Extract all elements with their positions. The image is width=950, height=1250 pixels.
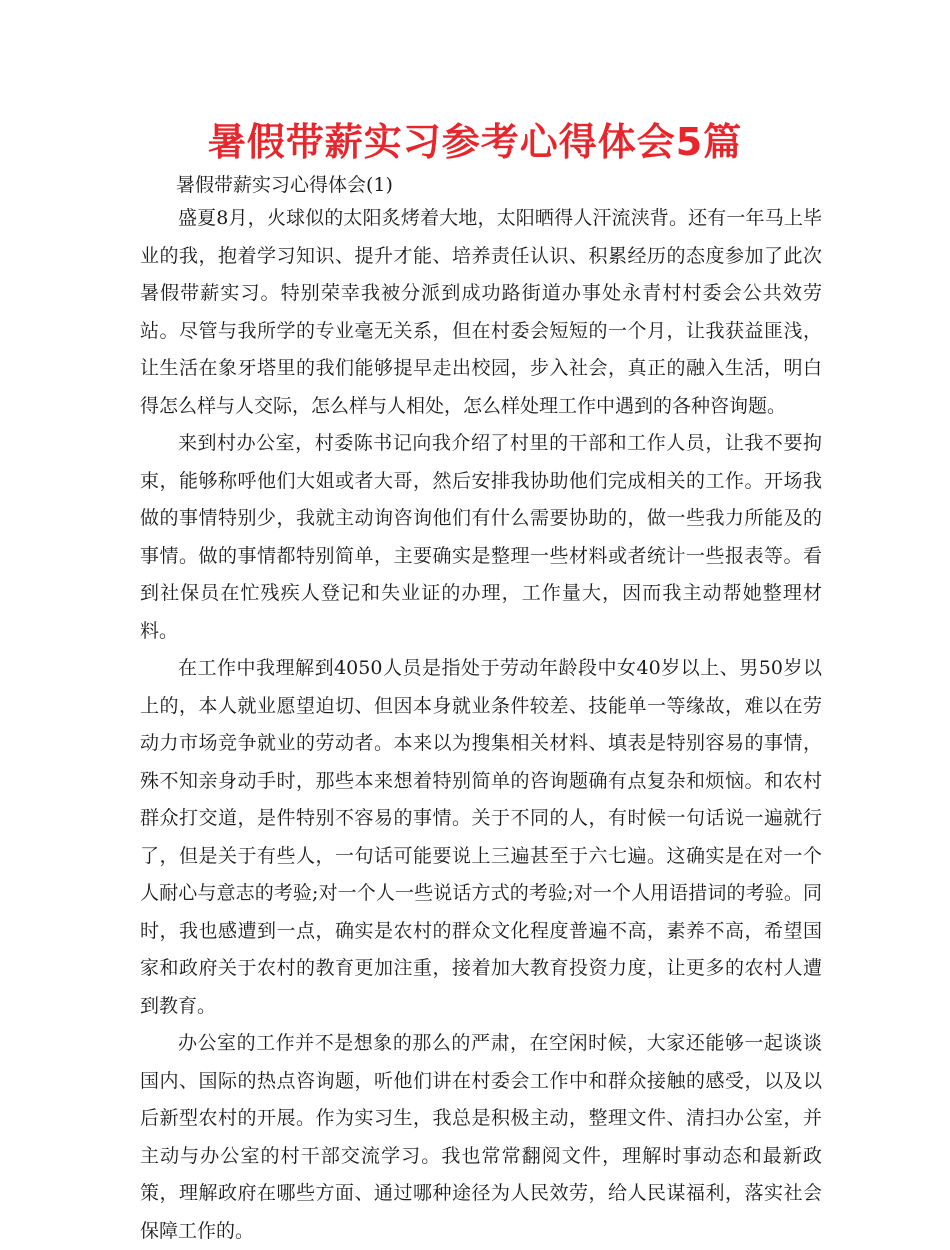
body-paragraph-2: 来到村办公室，村委陈书记向我介绍了村里的干部和工作人员，让我不要拘束，能够称呼他们大姐或者大哥，然后安排我协助他们完成相关的工作。开场我做的事情特别少，我就主动询咨询他们有什么需要协助的，做一些我力所能及的事情。做的事情都特别简单，主要确实是整理一些材料或者统计一些报表等。看到社保员在忙残疾人登记和失业证的办理，工作量大，因而我主动帮她整理材料。	[140, 432, 822, 642]
body-paragraph-1: 盛夏8月，火球似的太阳炙烤着大地，太阳晒得人汗流浃背。还有一年马上毕业的我，抱着学习知识、提升才能、培养责任认识、积累经历的态度参加了此次暑假带薪实习。特别荣幸我被分派到成功路街道办事处永青村村委会公共效劳站。尽管与我所学的专业毫无关系，但在村委会短短的一个月，让我获益匪浅，让生活在象牙塔里的我们能够提早走出校园，步入社会，真正的融入生活，明白得怎么样与人交际，怎么样与人相处，怎么样处理工作中遇到的各种咨询题。	[140, 207, 822, 417]
body-paragraph-4: 办公室的工作并不是想象的那么的严肃，在空闲时候，大家还能够一起谈谈国内、国际的热点咨询题，听他们讲在村委会工作中和群众接触的感受，以及以后新型农村的开展。作为实习生，我总是积极主动，整理文件、清扫办公室，并主动与办公室的村干部交流学习。我也常常翻阅文件，理解时事动态和最新政策，理解政府在哪些方面、通过哪种途径为人民效劳，给人民谋福利，落实社会保障工作的。	[140, 1032, 822, 1242]
document-subtitle: 暑假带薪实习心得体会(1)	[176, 174, 393, 196]
body-paragraph-3: 在工作中我理解到4050人员是指处于劳动年龄段中女40岁以上、男50岁以上的，本人就业愿望迫切、但因本身就业条件较差、技能单一等缘故，难以在劳动力市场竞争就业的劳动者。本来以为搜集相关材料、填表是特别容易的事情，殊不知亲身动手时，那些本来想着特别简单的咨询题确有点复杂和烦恼。和农村群众打交道，是件特别不容易的事情。关于不同的人，有时候一句话说一遍就行了，但是关于有些人，一句话可能要说上三遍甚至于六七遍。这确实是在对一个人耐心与意志的考验;对一个人一些说话方式的考验;对一个人用语措词的考验。同时，我也感遭到一点，确实是农村的群众文化程度普遍不高，素养不高，希望国家和政府关于农村的教育更加注重，接着加大教育投资力度，让更多的农村人遭到教育。	[140, 657, 822, 1017]
document-title: 暑假带薪实习参考心得体会5篇	[207, 120, 743, 164]
document-body	[140, 200, 822, 1250]
